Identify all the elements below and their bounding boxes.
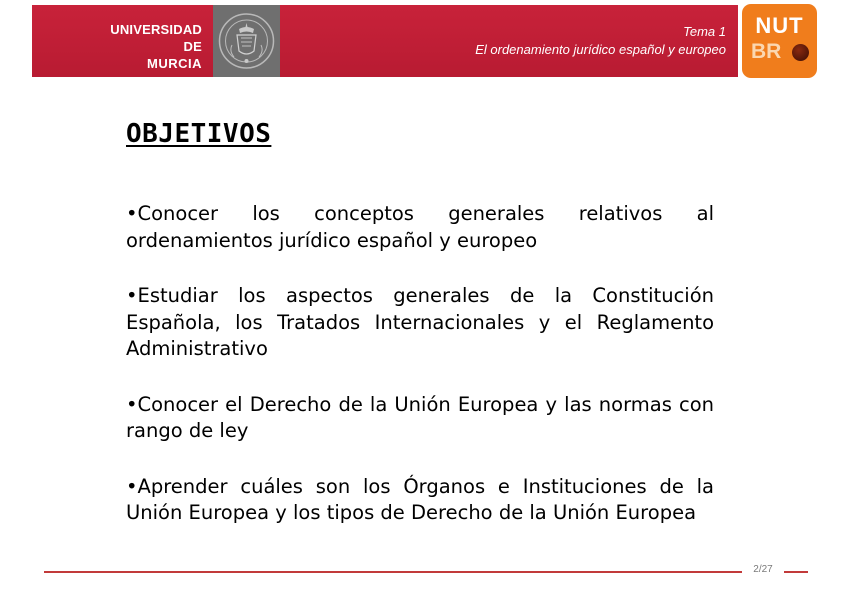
topic-subtitle: El ordenamiento jurídico español y europeo [475,42,726,57]
logo-text-nut: NUT [755,13,804,38]
nutbro-logo [742,4,817,78]
topic-heading [475,23,726,59]
logo-text-bro: BR [751,40,782,63]
objective-item: •Estudiar los aspectos generales de la Constitución Española, los Tratados Internacionales y el Reglamento Administrativo [126,284,714,360]
footer-divider-right [784,571,808,573]
footer-divider-left [44,571,742,573]
objective-item: •Conocer el Derecho de la Unión Europea y las normas con rango de ley [126,392,714,442]
objectives-list [126,201,714,556]
objective-item: •Aprender cuáles son los Órganos e Instituciones de la Unión Europea y los tipos de Derecho de la Unión Europea [126,474,714,524]
objective-item: •Conocer los conceptos generales relativos al ordenamientos jurídico español y europeo [126,202,714,252]
university-name-line2: MURCIA [147,56,202,71]
university-name-line1: UNIVERSIDAD DE [110,22,202,54]
logo-ball-icon [792,44,809,61]
university-seal-icon [213,5,280,77]
slide-header [32,5,738,77]
slide-title: OBJETIVOS [126,119,272,149]
topic-number: Tema 1 [683,24,726,39]
page-number: 2/27 [753,564,773,575]
university-name [90,21,202,72]
